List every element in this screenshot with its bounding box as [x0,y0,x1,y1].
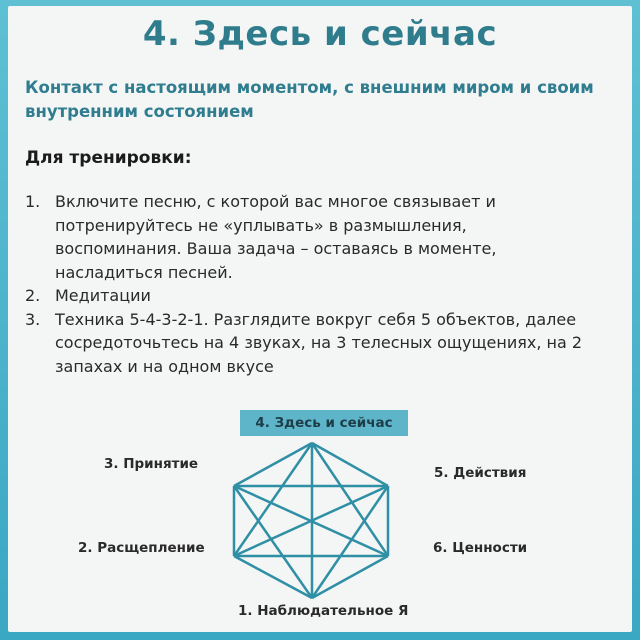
diagram-label-lower-right: 6. Ценности [433,540,528,556]
diagram-label-upper-right: 5. Действия [434,465,527,481]
hexagon-edge [312,556,388,598]
list-text: Медитации [55,286,151,305]
diagram-label-upper-left: 3. Принятие [104,456,199,472]
diagram-label-lower-left: 2. Расщепление [78,540,205,556]
list-number: 1. [25,192,41,211]
hexagon-edge [234,443,312,486]
training-heading: Для тренировки: [25,148,192,168]
diagram-label-top: 4. Здесь и сейчас [240,410,408,436]
diagram-label-bottom: 1. Наблюдательное Я [238,603,409,619]
hexagon-edge [312,443,388,486]
list-number: 3. [25,309,41,329]
list-number: 2. [25,286,41,305]
subtitle: Контакт с настоящим моментом, с внешним миром и своим внутренним состоянием [25,78,594,121]
page-title: 4. Здесь и сейчас [142,14,498,54]
list-text: Техника 5-4-3-2-1. Разглядите вокруг себя 5 объектов, далее сосредоточьтесь на 4 звуках, на 3 телесных ощущениях, на 2 запахах и на одном вкусе [55,309,583,376]
list-text: Включите песню, с которой вас многое связывает и потренируйтесь не «уплывать» в размышления, воспоминания. Ваша задача – оставаясь в моменте, насладиться песней. [55,192,497,282]
hexagon-edge [234,556,312,598]
